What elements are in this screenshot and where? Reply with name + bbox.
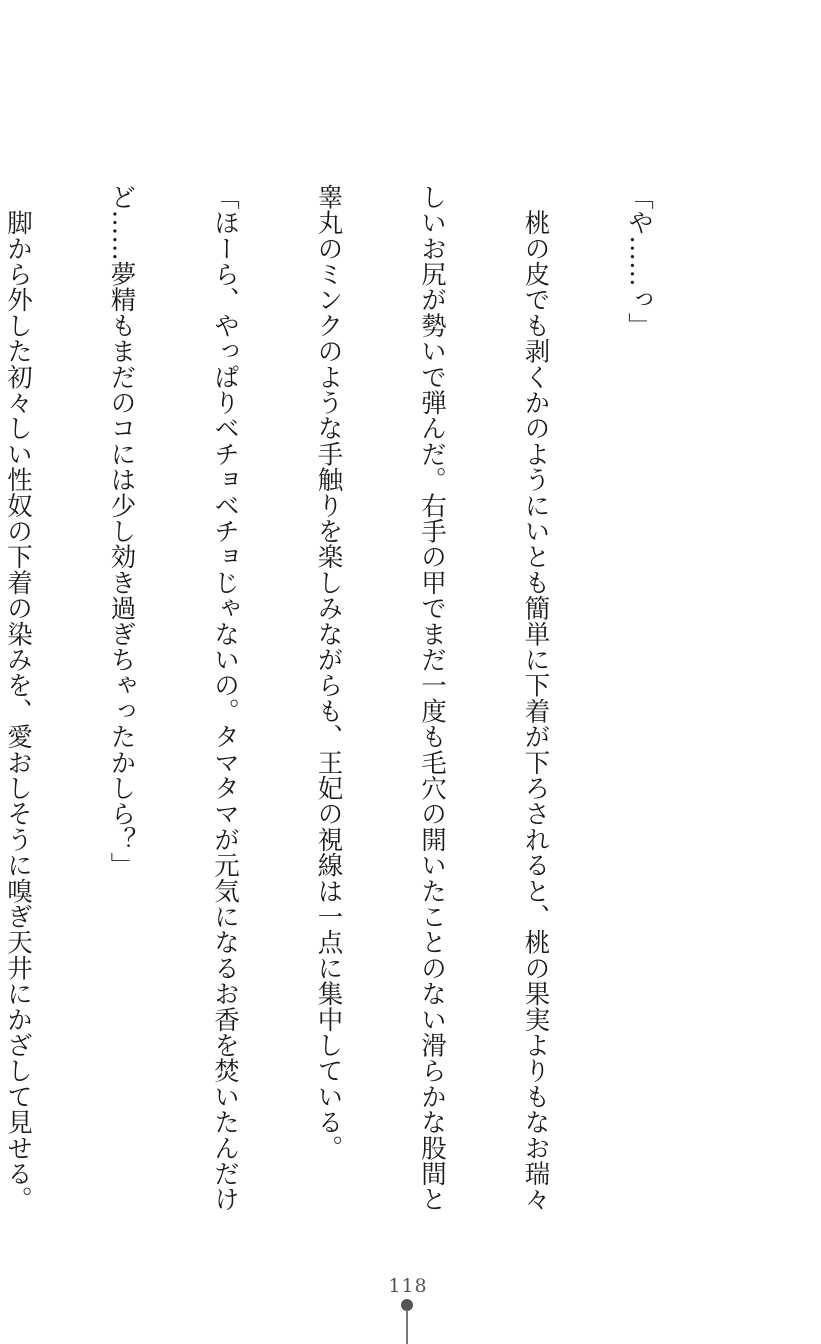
text-line: 脚から外した初々しい性奴の下着の染みを、愛おしそうに嗅ぎ天井にかざして見せる。 [3, 184, 33, 1212]
page-number: 118 [388, 1275, 428, 1297]
text-line: 「や……っ」 [624, 184, 654, 339]
text-line: 睾丸のミンクのような手触りを楽しみながらも、王妃の視線は一点に集中している。 [313, 184, 344, 1161]
text-line: ど……夢精もまだのコには少し効き過ぎちゃったかしら？」 [106, 184, 137, 878]
page-marker-line [406, 1310, 408, 1344]
text-line: しいお尻が勢いで弾んだ。右手の甲でまだ一度も毛穴の開いたことのない滑らかな股間と [417, 184, 447, 1212]
text-line: 桃の皮でも剥くかのようにいとも簡単に下着が下ろされると、桃の果実よりもなお瑞々 [520, 184, 551, 1212]
body-text [0, 184, 725, 1212]
text-line: 「ほーら、やっぱりベチョベチョじゃないの。タマタマが元気になるお香を焚いたんだけ [210, 184, 240, 1212]
